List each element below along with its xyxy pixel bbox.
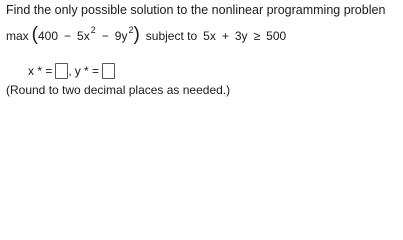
y-answer-input[interactable] [102,63,115,79]
max-label: max [6,28,29,43]
minus-sign: − [101,28,109,43]
minus-sign: − [64,28,72,43]
y-term-coef: 9y [114,28,128,43]
open-paren: ( [31,24,38,45]
rounding-note: (Round to two decimal places as needed.) [6,83,231,97]
question-prompt: Find the only possible solution to the nonlinear programming problen [6,3,386,17]
constraint-x-term: 5x [203,28,216,43]
subject-to-label: subject to [145,28,198,43]
constraint-rhs: 500 [266,28,287,43]
y-squared-term [114,24,134,43]
x-term-coef: 5x [77,28,90,43]
close-paren: ) [133,24,140,45]
objective-constant: 400 [38,28,59,43]
answer-comma: , [68,64,72,78]
constraint-y-term: 3y [234,28,248,43]
y-exponent: 2 [128,24,134,35]
y-answer-label: y * = [74,64,100,78]
x-exponent: 2 [90,24,96,35]
x-squared-term [77,24,96,43]
geq-sign: ≥ [253,28,261,43]
x-answer-label: x * = [28,64,53,78]
objective-and-constraint [6,26,286,45]
plus-sign: + [221,28,229,43]
answer-row [28,63,115,79]
x-answer-input[interactable] [55,63,68,79]
